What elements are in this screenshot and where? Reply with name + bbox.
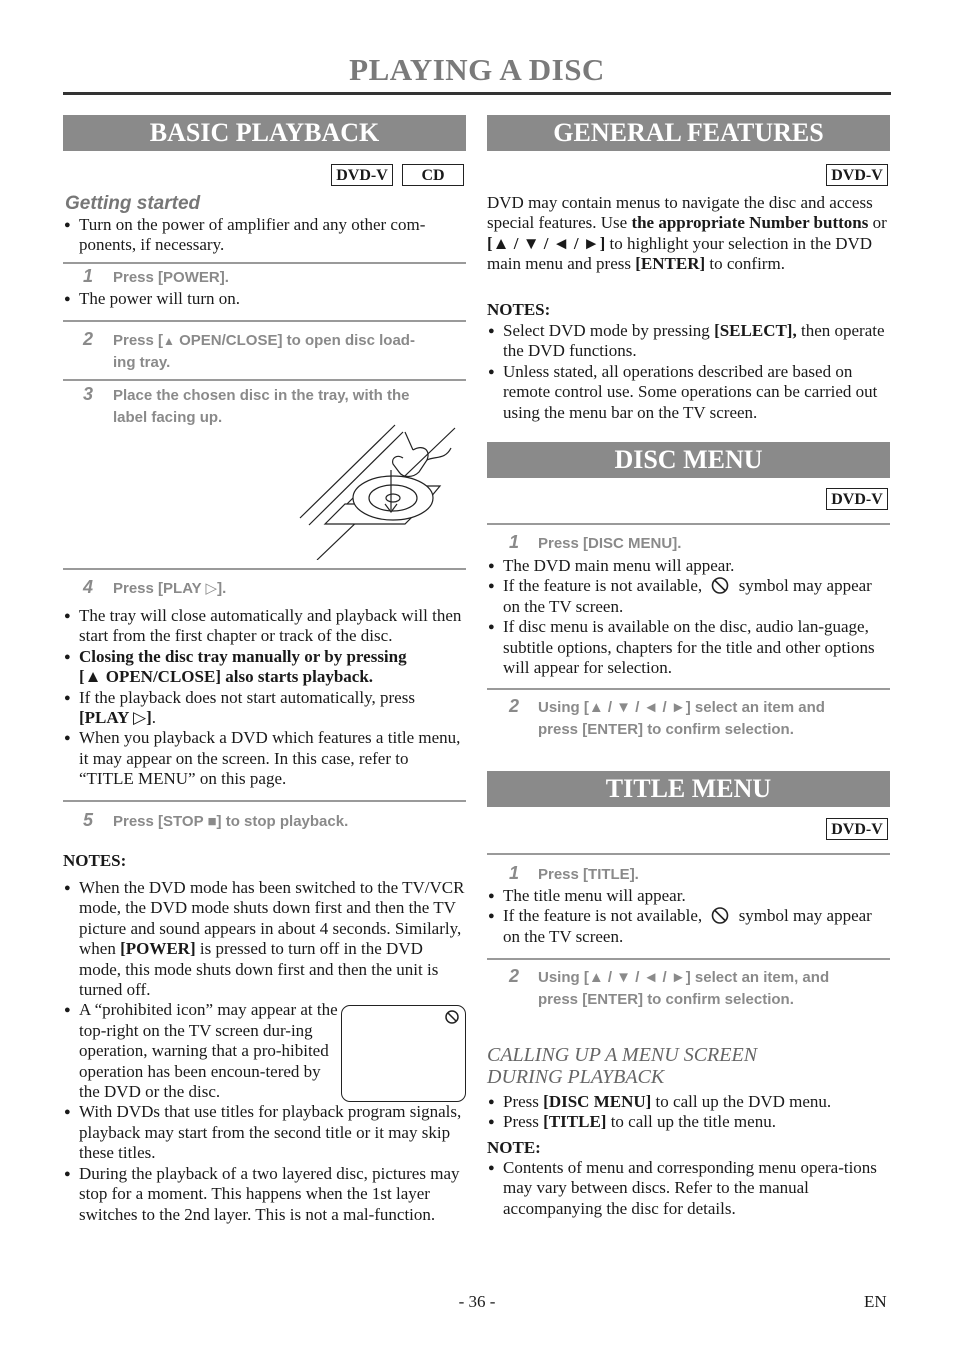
step-text: label facing up.	[113, 409, 223, 426]
step-4-bullets	[63, 606, 467, 790]
step-text: Press [DISC MENU].	[538, 535, 682, 552]
step-text: Press [STOP ■] to stop playback.	[113, 813, 349, 830]
list-item: ● The power will turn on.	[63, 289, 467, 309]
general-intro: DVD may contain menus to navigate the disc and access special features. Use the appropriate Number buttons or [▲ / ▼ / ◄ / ►] to highlight your selection in the DVD main menu and press [ENTER] to confirm.	[487, 193, 887, 274]
step-number: 4	[83, 577, 94, 597]
badge-cd: CD	[402, 164, 464, 186]
getting-started-heading: Getting started	[65, 193, 201, 214]
title-menu-banner: TITLE MENU	[487, 771, 890, 807]
step-text: Press [	[113, 332, 164, 349]
prohibited-icon	[710, 577, 730, 594]
list-item: ● Closing the disc tray manually or by pressing [▲ OPEN/CLOSE] also starts playback.	[63, 647, 467, 688]
step-divider	[63, 262, 466, 264]
step-number: 3	[83, 384, 94, 404]
page-title: PLAYING A DISC	[349, 52, 605, 87]
list-item: ● Press [TITLE] to call up the title menu.	[487, 1112, 891, 1132]
note-label: NOTE:	[487, 1138, 541, 1157]
list-item: ● If the playback does not start automatically, press [PLAY ▷].	[63, 688, 467, 729]
list-item: ● With DVDs that use titles for playback program signals, playback may start from the second title or it may skip these titles.	[63, 1102, 467, 1163]
list-item: ● If the feature is not available, symbol may appear on the TV screen.	[487, 906, 891, 947]
list-item: ● If the feature is not available, symbol may appear on the TV screen.	[487, 576, 891, 617]
list-item: ● The tray will close automatically and playback will then start from the first chapter or track of the disc.	[63, 606, 467, 647]
basic-playback-banner: BASIC PLAYBACK	[63, 115, 466, 151]
step-text: Using [▲ / ▼ / ◄ / ►] select an item, and	[538, 969, 830, 986]
list-item: ● The title menu will appear.	[487, 886, 891, 906]
eject-icon: ▲	[163, 334, 175, 348]
disc-menu-banner: DISC MENU	[487, 442, 890, 478]
step-text: press [ENTER] to confirm selection.	[538, 991, 794, 1008]
step-divider	[63, 800, 466, 802]
step-1-result	[63, 289, 467, 309]
list-item: ● Turn on the power of amplifier and any other com-ponents, if necessary.	[63, 215, 467, 256]
list-item: ● During the playback of a two layered disc, pictures may stop for a moment. This happens when the 1st layer switches to the 2nd layer. This is not a mal-function.	[63, 1164, 467, 1225]
title-menu-step-1	[487, 864, 890, 888]
step-number: 2	[509, 966, 520, 986]
prohibited-icon	[444, 1009, 460, 1025]
step-number: 5	[83, 810, 94, 830]
list-item: ● A “prohibited icon” may appear at the top-right on the TV screen dur-ing operation, warning that a pro-hibited operation has been encoun-tered by the DVD or the disc.	[63, 1000, 341, 1102]
title-menu-step-2	[487, 967, 890, 1013]
calling-up-note	[487, 1158, 891, 1219]
step-text: ing tray.	[113, 354, 171, 371]
title-menu-bullets	[487, 886, 891, 947]
language-code: EN	[864, 1292, 887, 1311]
badge-dvd-v: DVD-V	[826, 818, 888, 840]
step-number: 1	[509, 863, 520, 883]
step-number: 1	[509, 532, 520, 552]
disc-menu-step-2	[487, 697, 890, 743]
badge-dvd-v: DVD-V	[331, 164, 393, 186]
disc-tray-illustration	[295, 420, 467, 560]
calling-up-heading: CALLING UP A MENU SCREEN DURING PLAYBACK	[487, 1044, 758, 1088]
step-1	[63, 267, 466, 291]
step-divider	[487, 523, 890, 525]
badge-dvd-v: DVD-V	[826, 488, 888, 510]
step-number: 2	[83, 329, 94, 349]
list-item: ● When you playback a DVD which features a title menu, it may appear on the screen. In this case, refer to “TITLE MENU” on this page.	[63, 728, 467, 789]
step-text: Press [TITLE].	[538, 866, 639, 883]
step-divider	[63, 379, 466, 381]
step-divider	[63, 568, 466, 570]
list-item: ● Contents of menu and corresponding menu opera-tions may vary between discs. Refer to the manual accompanying the disc for details.	[487, 1158, 891, 1219]
list-item: ● Select DVD mode by pressing [SELECT], then operate the DVD functions.	[487, 321, 891, 362]
step-2	[63, 330, 466, 376]
badge-dvd-v: DVD-V	[826, 164, 888, 186]
list-item: ● Unless stated, all operations described are based on remote control use. Some operations can be carried out using the menu bar on the TV screen.	[487, 362, 891, 423]
step-5	[63, 811, 466, 835]
prohibited-icon	[710, 907, 730, 924]
notes-label: NOTES:	[63, 851, 127, 870]
page-number: - 36 -	[458, 1292, 496, 1311]
getting-started-text	[63, 215, 467, 256]
step-number: 2	[509, 696, 520, 716]
notes-label: NOTES:	[487, 300, 551, 319]
step-text: Press [POWER].	[113, 269, 229, 286]
disc-menu-step-1	[487, 533, 890, 557]
list-item: ● If disc menu is available on the disc, audio lan-guage, subtitle options, chapters for the title and other options will appear for selection.	[487, 617, 891, 678]
step-text: Press [PLAY ▷].	[113, 580, 227, 597]
general-features-banner: GENERAL FEATURES	[487, 115, 890, 151]
list-item: ● Press [DISC MENU] to call up the DVD menu.	[487, 1092, 891, 1112]
step-text: OPEN/CLOSE] to open disc load-	[174, 332, 415, 349]
general-notes	[487, 321, 891, 423]
step-divider	[63, 320, 466, 322]
step-text: Place the chosen disc in the tray, with the	[113, 387, 410, 404]
step-number: 1	[83, 266, 94, 286]
step-4	[63, 578, 466, 602]
step-divider	[487, 853, 890, 855]
title-divider	[63, 92, 891, 95]
list-item: ● When the DVD mode has been switched to the TV/VCR mode, the DVD mode shuts down first and then the TV picture and sound appears in about 4 seconds. Similarly, when [POWER] is pressed to turn off in the DVD mode, this mode shuts down first and then the unit is turned off.	[63, 878, 467, 1000]
tv-screen-illustration	[341, 1005, 466, 1102]
calling-up-bullets	[487, 1092, 891, 1133]
step-text: Using [▲ / ▼ / ◄ / ►] select an item and	[538, 699, 825, 716]
step-divider	[487, 688, 890, 690]
step-text: press [ENTER] to confirm selection.	[538, 721, 794, 738]
disc-menu-bullets	[487, 556, 891, 678]
step-divider	[487, 958, 890, 960]
list-item: ● The DVD main menu will appear.	[487, 556, 891, 576]
